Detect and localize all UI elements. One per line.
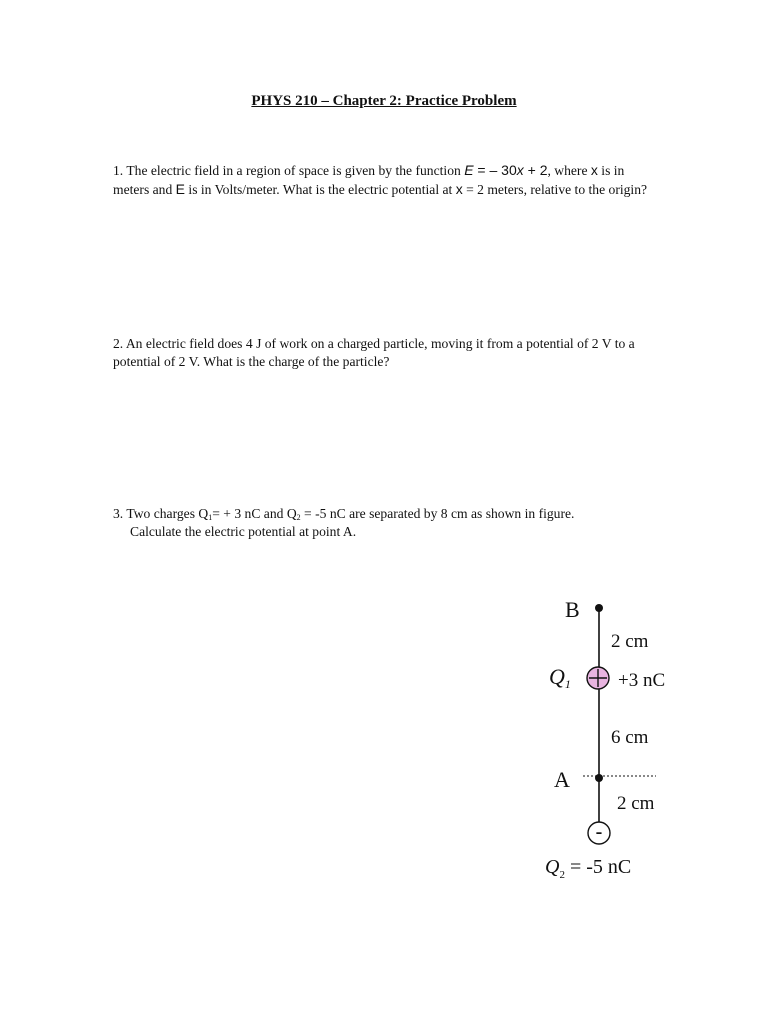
q2-label bbox=[545, 856, 631, 881]
problem-1-text-e: = 2 meters, relative to the origin? bbox=[462, 182, 648, 197]
var-x: x bbox=[590, 162, 598, 178]
distance-top-label: 2 cm bbox=[611, 631, 649, 652]
q2-label-sub: 2 bbox=[559, 869, 565, 881]
q1-label-name: Q bbox=[549, 664, 565, 689]
problem-1-text-d: is in Volts/meter. What is the electric potential at bbox=[185, 182, 456, 197]
q1-label-sub: 1 bbox=[564, 677, 571, 691]
formula-mid: = – 30 bbox=[473, 162, 517, 178]
q2-value: = -5 nC bbox=[564, 856, 632, 878]
q2-sign: - bbox=[595, 821, 603, 843]
problem-1-text-c: is in meters and bbox=[113, 163, 625, 197]
problem-1-text-a: 1. The electric field in a region of space is given by the function bbox=[113, 163, 465, 178]
problem-3-text-b: = + 3 nC and Q bbox=[212, 506, 297, 521]
page-title: PHYS 210 – Chapter 2: Practice Problem bbox=[251, 93, 517, 109]
q2-label-name: Q bbox=[545, 856, 560, 878]
distance-mid-label: 6 cm bbox=[611, 727, 649, 748]
q1-subscript: 1 bbox=[208, 513, 213, 522]
q1-value-label: +3 nC bbox=[618, 670, 666, 691]
var-x-2: x bbox=[455, 181, 463, 197]
q1-label bbox=[549, 664, 571, 691]
point-b-dot bbox=[595, 604, 603, 612]
problem-3-line-2: Calculate the electric potential at point A. bbox=[130, 524, 357, 539]
problem-3-text-c: = -5 nC are separated by 8 cm as shown in figure. bbox=[300, 506, 575, 521]
problem-2: 2. An electric field does 4 J of work on a charged particle, moving it from a potential of 2 V to a potential of 2 V. What is the charge of the particle? bbox=[113, 336, 635, 369]
q2-subscript: 2 bbox=[296, 513, 301, 522]
distance-bottom-label: 2 cm bbox=[617, 793, 655, 814]
var-e: E bbox=[175, 181, 186, 197]
formula-e: E bbox=[464, 162, 474, 178]
label-b: B bbox=[565, 597, 580, 622]
problem-3-text-a: 3. Two charges Q bbox=[113, 506, 209, 521]
label-a: A bbox=[554, 767, 570, 792]
point-a-dot bbox=[595, 774, 603, 782]
problem-1-text-b: , where bbox=[547, 163, 591, 178]
formula-end: + 2 bbox=[523, 162, 548, 178]
formula-x: x bbox=[516, 162, 524, 178]
